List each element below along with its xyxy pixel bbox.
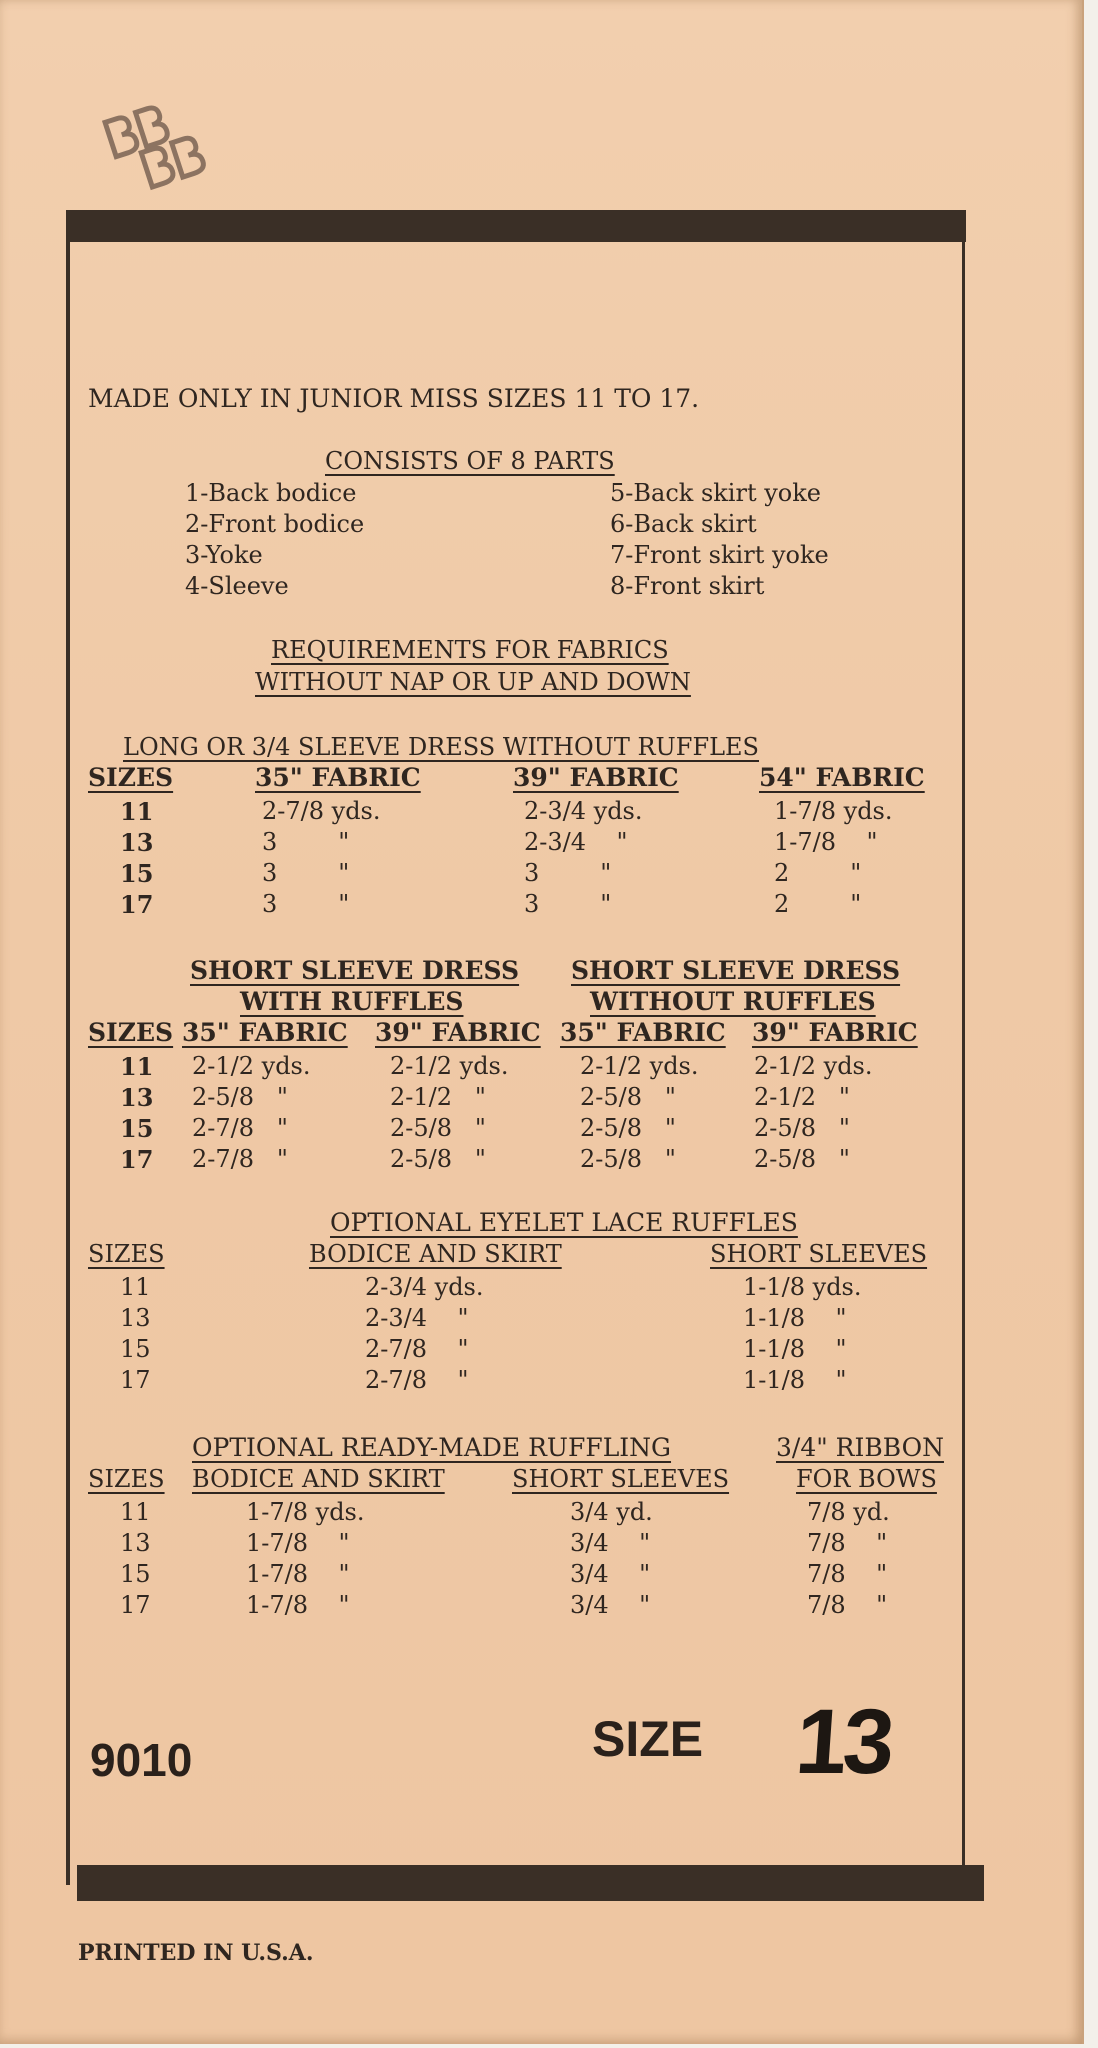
column-header: 35" FABRIC <box>255 763 421 792</box>
size-cell: 13 <box>120 828 154 857</box>
size-cell: 17 <box>120 890 154 919</box>
part-item: 8-Front skirt <box>610 572 765 600</box>
short-sleeve-without-subtitle: WITHOUT RUFFLES <box>590 987 876 1016</box>
yardage-cell: 3/4 " <box>570 1591 651 1619</box>
table-row <box>120 859 893 890</box>
frame-bottom-bar <box>77 1865 984 1901</box>
part-item: 3-Yoke <box>185 541 263 569</box>
column-header: 39" FABRIC <box>375 1018 541 1047</box>
table-row <box>120 1304 862 1335</box>
yardage-cell: 1-1/8 " <box>743 1335 847 1363</box>
size-value-stamp: 13 <box>792 1691 894 1793</box>
yardage-cell: 7/8 yd. <box>807 1498 890 1526</box>
size-range-note: MADE ONLY IN JUNIOR MISS SIZES 11 TO 17. <box>88 384 700 413</box>
table-row <box>120 1498 890 1529</box>
ready-made-table <box>120 1498 890 1622</box>
yardage-cell: 2-1/2 " <box>390 1083 486 1111</box>
yardage-cell: 2-7/8 yds. <box>262 797 381 825</box>
requirements-subheading: WITHOUT NAP OR UP AND DOWN <box>255 668 691 696</box>
yardage-cell: 1-7/8 " <box>246 1529 350 1557</box>
yardage-cell: 2-3/4 " <box>524 828 628 856</box>
table-row <box>120 1560 890 1591</box>
pattern-number: 9010 <box>90 1734 193 1786</box>
yardage-cell: 3 " <box>524 890 612 918</box>
table-row <box>120 890 893 921</box>
yardage-cell: 3 " <box>262 828 350 856</box>
yardage-cell: 2-1/2 yds. <box>580 1052 699 1080</box>
size-cell: 13 <box>120 1529 151 1557</box>
yardage-cell: 1-7/8 yds. <box>246 1498 365 1526</box>
yardage-cell: 2-5/8 " <box>580 1114 676 1142</box>
column-header: 35" FABRIC <box>560 1018 726 1047</box>
column-header: SHORT SLEEVES <box>710 1240 928 1268</box>
table-row <box>120 1145 873 1176</box>
short-sleeve-without-title: SHORT SLEEVE DRESS <box>571 956 901 985</box>
table-row <box>120 1335 862 1366</box>
frame-top-bar <box>66 210 966 242</box>
size-cell: 17 <box>120 1145 154 1174</box>
yardage-cell: 2-1/2 " <box>754 1083 850 1111</box>
ready-made-title: OPTIONAL READY-MADE RUFFLING <box>192 1433 672 1462</box>
yardage-cell: 2-5/8 " <box>754 1145 850 1173</box>
yardage-cell: 1-7/8 " <box>774 828 878 856</box>
size-cell: 13 <box>120 1083 154 1112</box>
yardage-cell: 2 " <box>774 890 862 918</box>
short-sleeve-with-subtitle: WITH RUFFLES <box>240 987 464 1016</box>
column-header: SIZES <box>88 1240 165 1268</box>
yardage-cell: 2-1/2 yds. <box>192 1052 311 1080</box>
yardage-cell: 2-1/2 yds. <box>754 1052 873 1080</box>
yardage-cell: 1-7/8 " <box>246 1591 350 1619</box>
column-header: SIZES <box>88 763 174 792</box>
size-cell: 11 <box>120 1052 154 1081</box>
column-header: FOR BOWS <box>796 1465 937 1493</box>
yardage-cell: 2-5/8 " <box>580 1145 676 1173</box>
table-row <box>120 1529 890 1560</box>
yardage-cell: 2-5/8 " <box>580 1083 676 1111</box>
column-header: 39" FABRIC <box>513 763 679 792</box>
yardage-cell: 1-7/8 yds. <box>774 797 893 825</box>
table-row <box>120 828 893 859</box>
column-header: BODICE AND SKIRT <box>309 1240 562 1268</box>
column-header: SIZES <box>88 1018 174 1047</box>
yardage-cell: 3 " <box>262 890 350 918</box>
table-row <box>120 1273 862 1304</box>
yardage-cell: 3/4 yd. <box>570 1498 653 1526</box>
table-row <box>120 1114 873 1145</box>
size-label: SIZE <box>592 1711 704 1767</box>
bb-stamp-mark <box>95 85 235 205</box>
yardage-cell: 2-3/4 " <box>365 1304 469 1332</box>
yardage-cell: 2-5/8 " <box>192 1083 288 1111</box>
table-row <box>120 1052 873 1083</box>
size-cell: 17 <box>120 1591 151 1619</box>
yardage-cell: 1-7/8 " <box>246 1560 350 1588</box>
yardage-cell: 2-7/8 " <box>365 1335 469 1363</box>
size-cell: 11 <box>120 797 154 826</box>
parts-heading: CONSISTS OF 8 PARTS <box>325 447 615 475</box>
printed-in-usa: PRINTED IN U.S.A. <box>78 1940 314 1966</box>
table-row <box>120 797 893 828</box>
size-cell: 15 <box>120 1335 151 1363</box>
frame-right-rule <box>962 225 965 1885</box>
table-row <box>120 1366 862 1397</box>
eyelet-table <box>120 1273 862 1397</box>
part-item: 1-Back bodice <box>185 479 357 507</box>
yardage-cell: 2-7/8 " <box>192 1114 288 1142</box>
column-header: 39" FABRIC <box>752 1018 918 1047</box>
yardage-cell: 2-3/4 yds. <box>524 797 643 825</box>
frame-left-rule <box>66 225 70 1885</box>
yardage-cell: 2-5/8 " <box>754 1114 850 1142</box>
yardage-cell: 1-1/8 " <box>743 1366 847 1394</box>
column-header: 35" FABRIC <box>182 1018 348 1047</box>
long-sleeve-table <box>120 797 893 921</box>
size-cell: 15 <box>120 1114 154 1143</box>
yardage-cell: 2-7/8 " <box>192 1145 288 1173</box>
short-sleeve-with-title: SHORT SLEEVE DRESS <box>190 956 520 985</box>
yardage-cell: 1-1/8 yds. <box>743 1273 862 1301</box>
size-cell: 11 <box>120 1498 151 1526</box>
column-header: SIZES <box>88 1465 165 1493</box>
yardage-cell: 7/8 " <box>807 1591 888 1619</box>
column-header: BODICE AND SKIRT <box>192 1465 445 1493</box>
yardage-cell: 2-5/8 " <box>390 1114 486 1142</box>
size-cell: 15 <box>120 859 154 888</box>
yardage-cell: 3/4 " <box>570 1560 651 1588</box>
yardage-cell: 3/4 " <box>570 1529 651 1557</box>
yardage-cell: 7/8 " <box>807 1560 888 1588</box>
part-item: 5-Back skirt yoke <box>610 479 821 507</box>
table-row <box>120 1591 890 1622</box>
size-cell: 15 <box>120 1560 151 1588</box>
part-item: 4-Sleeve <box>185 572 289 600</box>
requirements-heading: REQUIREMENTS FOR FABRICS <box>271 636 669 664</box>
yardage-cell: 2-3/4 yds. <box>365 1273 484 1301</box>
ribbon-title: 3/4" RIBBON <box>776 1433 944 1462</box>
part-item: 2-Front bodice <box>185 510 365 538</box>
long-sleeve-title: LONG OR 3/4 SLEEVE DRESS WITHOUT RUFFLES <box>123 733 759 761</box>
table-row <box>120 1083 873 1114</box>
size-cell: 11 <box>120 1273 151 1301</box>
yardage-cell: 2-5/8 " <box>390 1145 486 1173</box>
yardage-cell: 1-1/8 " <box>743 1304 847 1332</box>
short-sleeve-table <box>120 1052 873 1176</box>
yardage-cell: 7/8 " <box>807 1529 888 1557</box>
column-header: SHORT SLEEVES <box>512 1465 730 1493</box>
yardage-cell: 3 " <box>262 859 350 887</box>
size-cell: 17 <box>120 1366 151 1394</box>
size-cell: 13 <box>120 1304 151 1332</box>
eyelet-title: OPTIONAL EYELET LACE RUFFLES <box>330 1208 798 1237</box>
yardage-cell: 2 " <box>774 859 862 887</box>
yardage-cell: 2-7/8 " <box>365 1366 469 1394</box>
column-header: 54" FABRIC <box>759 763 925 792</box>
part-item: 7-Front skirt yoke <box>610 541 829 569</box>
yardage-cell: 2-1/2 yds. <box>390 1052 509 1080</box>
yardage-cell: 3 " <box>524 859 612 887</box>
part-item: 6-Back skirt <box>610 510 757 538</box>
